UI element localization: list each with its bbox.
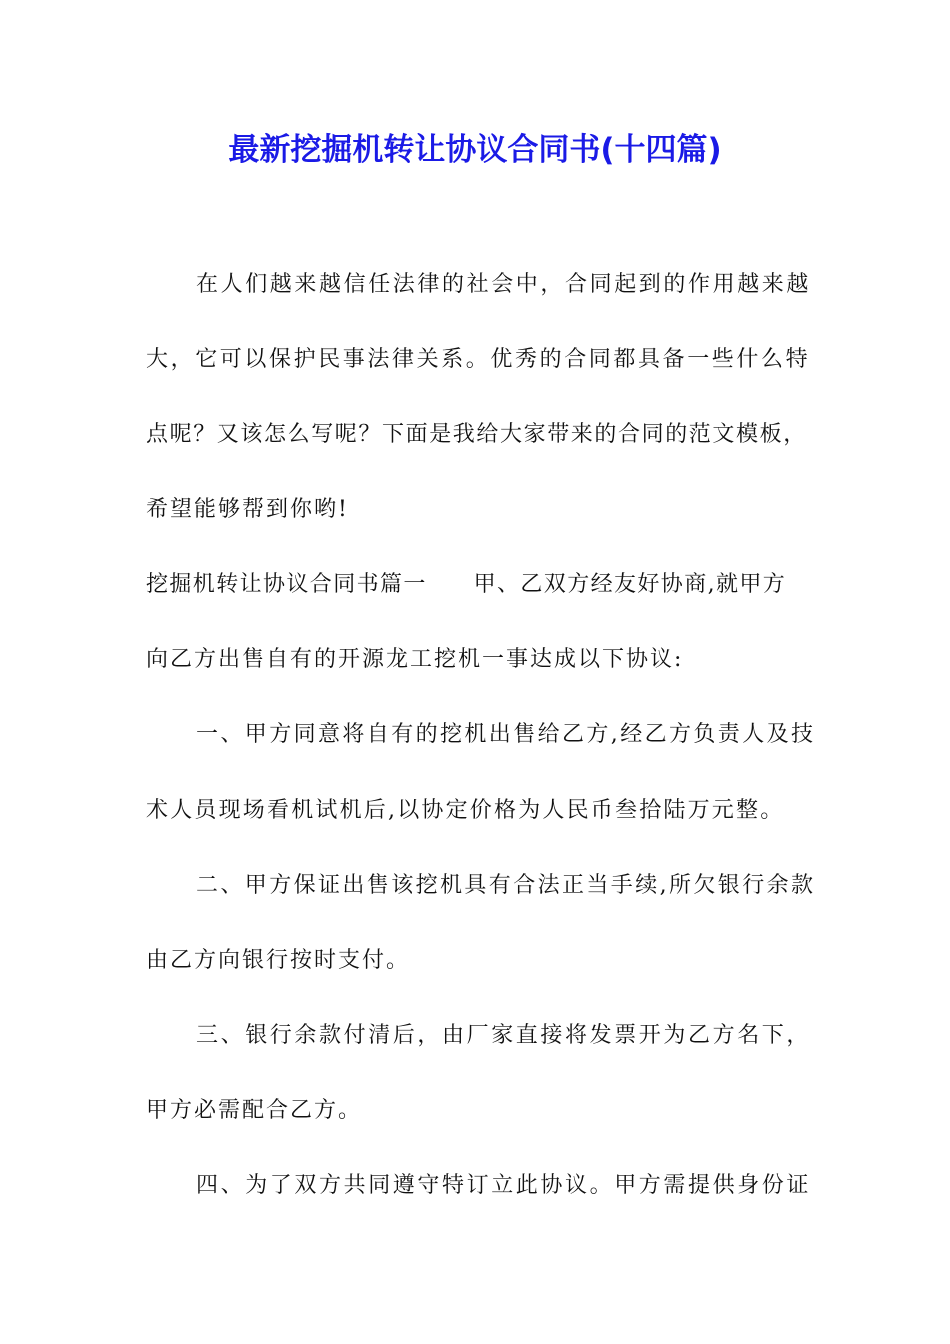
paragraph-line: 一、甲方同意将自有的挖机出售给乙方,经乙方负责人及技 bbox=[196, 722, 816, 747]
paragraph-line: 二、甲方保证出售该挖机具有合法正当手续,所欠银行余款 bbox=[196, 873, 816, 898]
paragraph-line: 挖掘机转让协议合同书篇一 甲、乙双方经友好协商,就甲方 bbox=[146, 572, 787, 597]
document-title: 最新挖掘机转让协议合同书(十四篇) bbox=[228, 132, 722, 168]
paragraph-line: 点呢？又该怎么写呢？下面是我给大家带来的合同的范文模板， bbox=[146, 422, 807, 447]
paragraph-line: 四、为了双方共同遵守特订立此协议。甲方需提供身份证 bbox=[196, 1173, 812, 1198]
paragraph-line: 向乙方出售自有的开源龙工挖机一事达成以下协议: bbox=[146, 647, 684, 672]
paragraph-line: 希望能够帮到你哟! bbox=[146, 497, 349, 522]
paragraph-line: 大，它可以保护民事法律关系。优秀的合同都具备一些什么特 bbox=[146, 347, 811, 372]
paragraph-line: 在人们越来越信任法律的社会中，合同起到的作用越来越 bbox=[196, 272, 812, 297]
paragraph-line: 由乙方向银行按时支付。 bbox=[146, 948, 411, 973]
paragraph-line: 甲方必需配合乙方。 bbox=[146, 1098, 363, 1123]
paragraph-line: 三、银行余款付清后，由厂家直接将发票开为乙方名下， bbox=[196, 1023, 812, 1048]
paragraph-line: 术人员现场看机试机后,以协定价格为人民币叁拾陆万元整。 bbox=[146, 798, 785, 823]
